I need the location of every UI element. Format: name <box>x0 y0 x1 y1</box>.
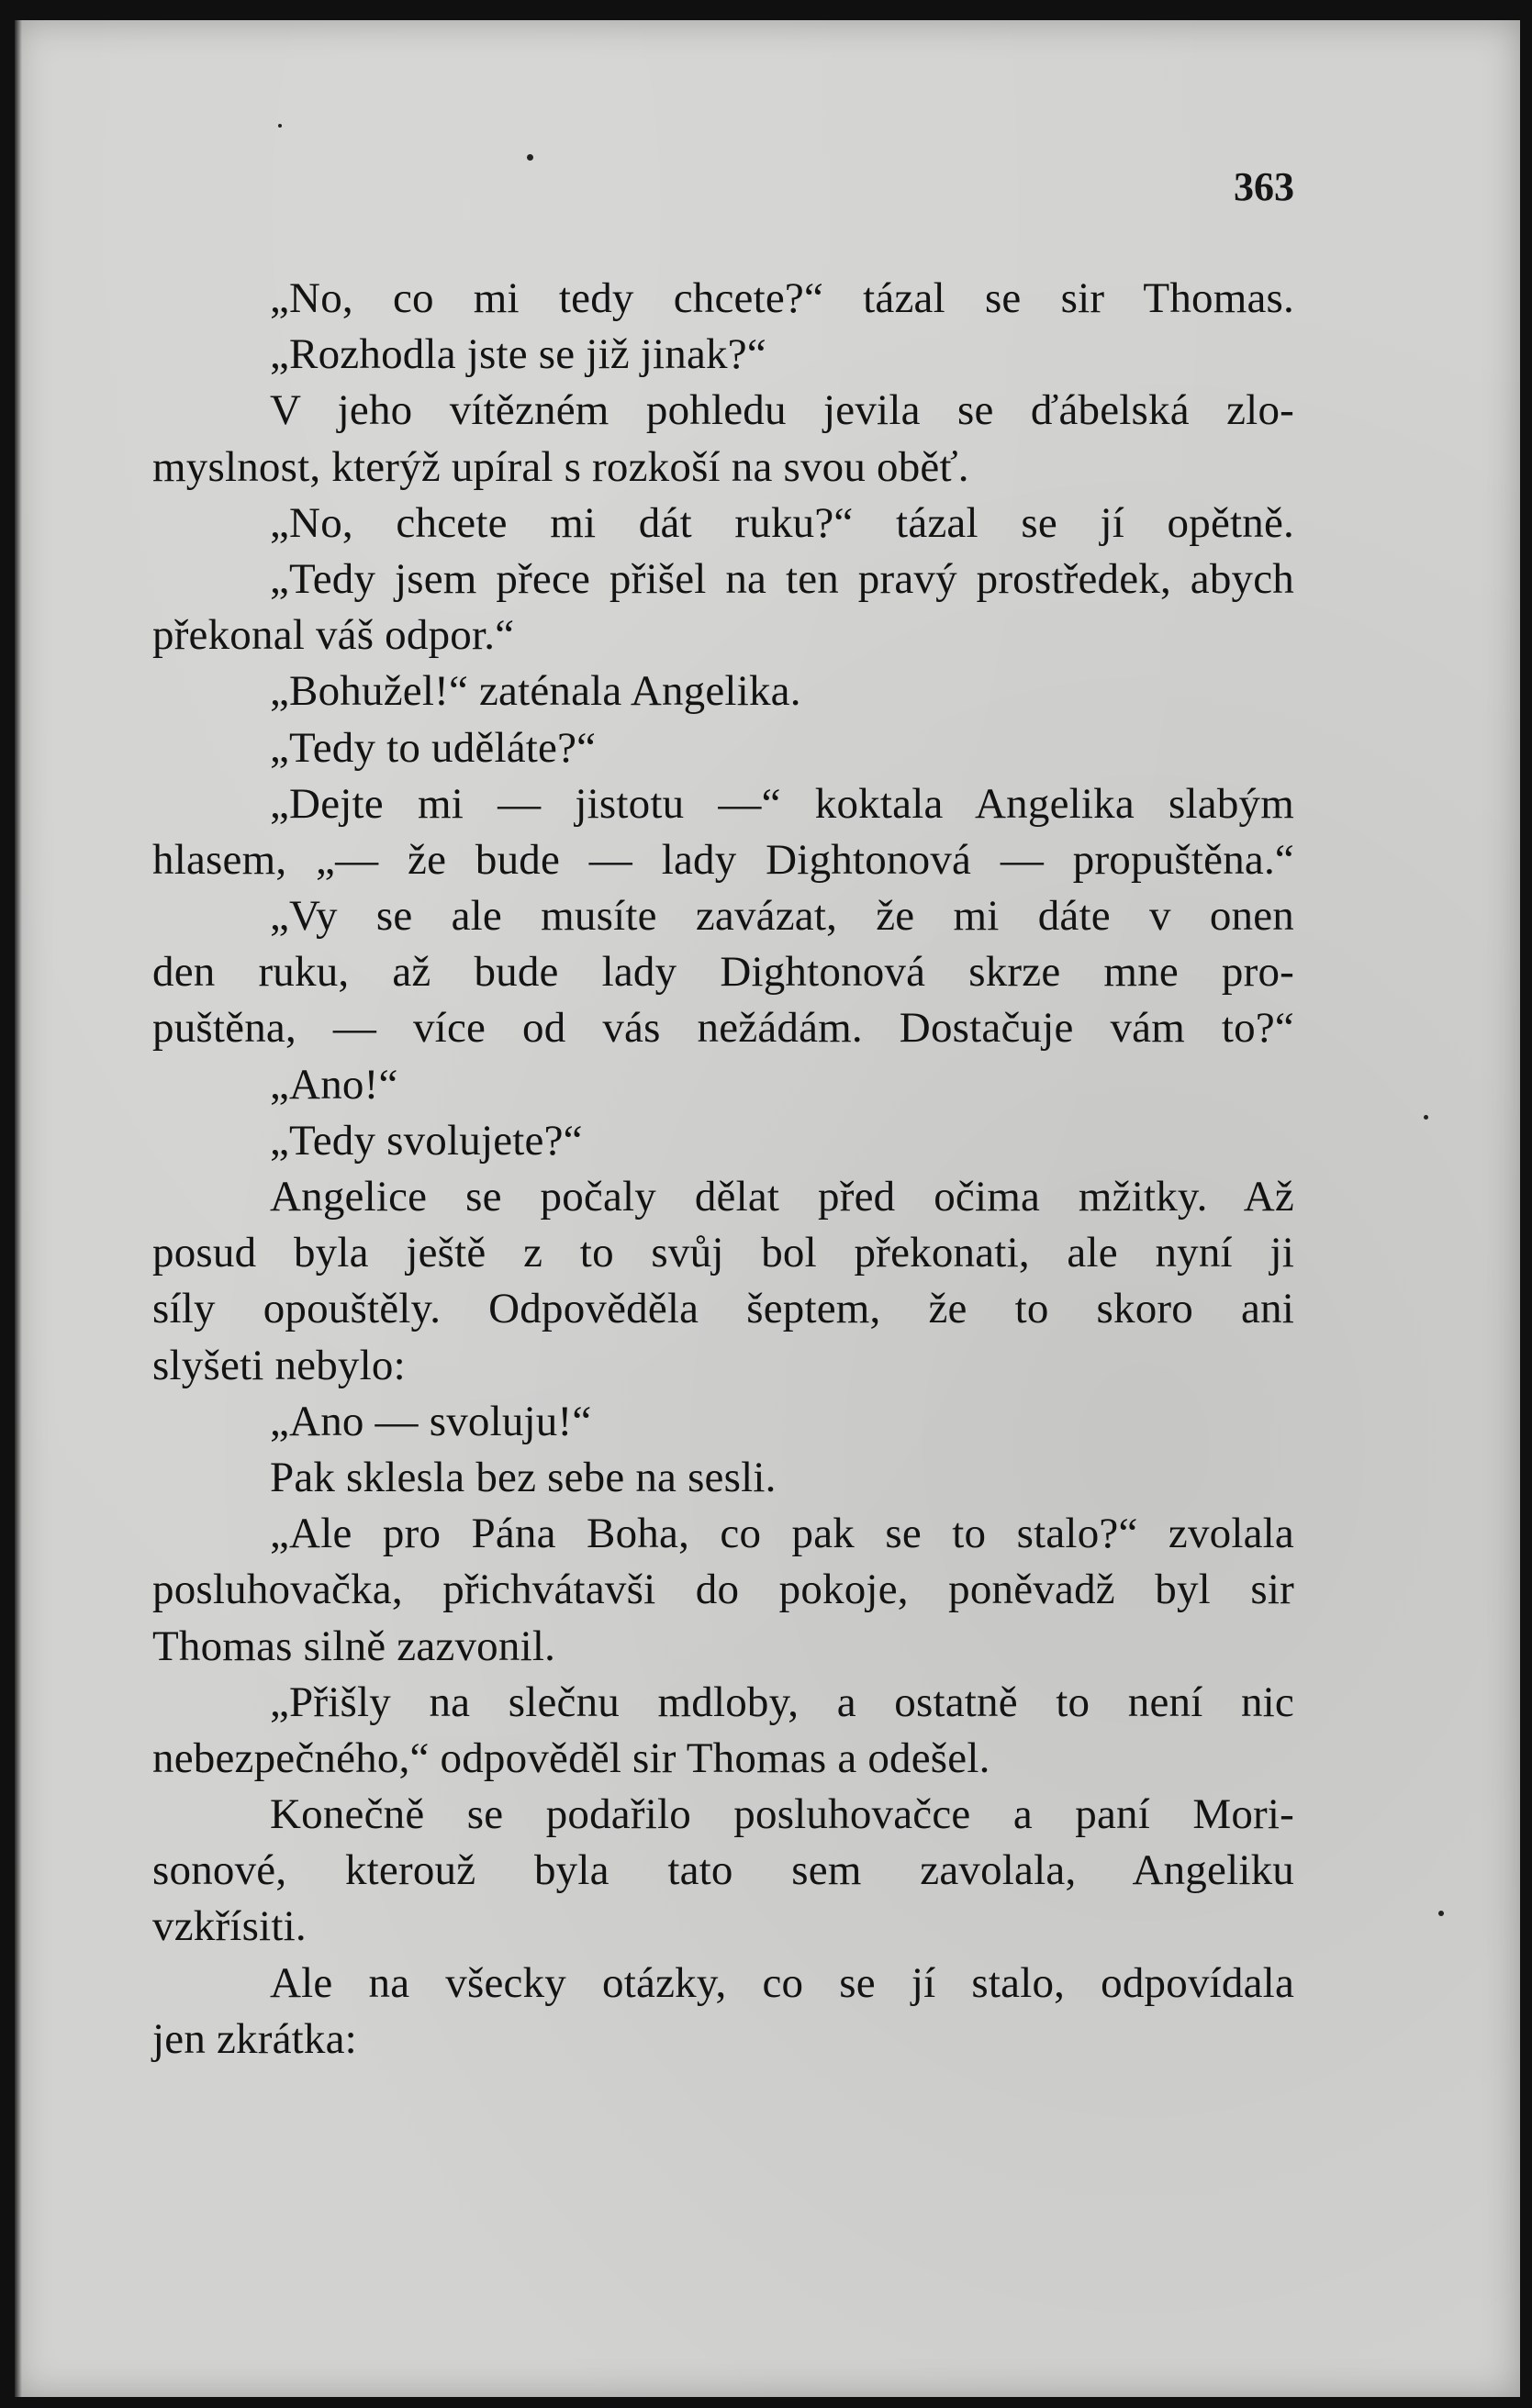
text-line: den ruku, až bude lady Dightonová skrze mne pro- <box>152 948 1294 997</box>
text-line: „Přišly na slečnu mdloby, a ostatně to není nic <box>270 1678 1294 1726</box>
text-line: „Rozhodla jste se již jinak?“ <box>270 330 766 379</box>
page-number: 363 <box>1234 164 1294 209</box>
dust-speck <box>527 154 533 161</box>
dust-speck <box>278 124 282 128</box>
text-line: „Tedy svolujete?“ <box>270 1116 583 1165</box>
text-line: „Dejte mi — jistotu —“ koktala Angelika slabým <box>270 779 1294 828</box>
text-line: posluhovačka, přichvátavši do pokoje, poněvadž byl sir <box>152 1566 1294 1614</box>
text-line: sonové, kterouž byla tato sem zavolala, Angeliku <box>152 1846 1294 1895</box>
dust-speck <box>1438 1911 1444 1916</box>
text-line: „Bohužel!“ zaténala Angelika. <box>270 667 801 716</box>
dust-speck <box>1424 1115 1428 1120</box>
text-line: nebezpečného,“ odpověděl sir Thomas a odešel. <box>152 1734 990 1782</box>
text-line: jen zkrátka: <box>152 2014 357 2063</box>
text-line: „Vy se ale musíte zavázat, že mi dáte v onen <box>270 892 1294 941</box>
text-line: Konečně se podařilo posluhovačce a paní Mori- <box>270 1790 1294 1839</box>
text-line: V jeho vítězném pohledu jevila se ďábelská zlo- <box>270 386 1294 435</box>
page-text <box>152 271 1294 2068</box>
text-line: Thomas silně zazvonil. <box>152 1622 556 1670</box>
text-line: posud byla ještě z to svůj bol překonati, ale nyní ji <box>152 1229 1294 1277</box>
text-line: síly opouštěly. Odpověděla šeptem, že to skoro ani <box>152 1285 1294 1333</box>
text-line: překonal váš odpor.“ <box>152 611 515 660</box>
text-line: myslnost, kterýž upíral s rozkoší na svou oběť. <box>152 442 969 491</box>
text-line: Ale na všecky otázky, co se jí stalo, odpovídala <box>270 1958 1294 2007</box>
text-line: Angelice se počaly dělat před očima mžitky. Až <box>270 1173 1294 1221</box>
text-line: „Ano — svoluju!“ <box>270 1397 592 1445</box>
text-line: „Ale pro Pána Boha, co pak se to stalo?“ zvolala <box>270 1510 1294 1558</box>
text-line: „No, co mi tedy chcete?“ tázal se sir Thomas. <box>270 274 1294 322</box>
text-line: Pak sklesla bez sebe na sesli. <box>270 1453 777 1501</box>
text-line: hlasem, „— že bude — lady Dightonová — propuštěna.“ <box>152 835 1294 884</box>
text-line: „Ano!“ <box>270 1060 398 1109</box>
text-line: puštěna, — více od vás nežádám. Dostačuje vám to?“ <box>152 1004 1294 1053</box>
page-edge-shadow <box>15 20 22 2397</box>
text-line: „Tedy jsem přece přišel na ten pravý prostředek, abych <box>270 554 1294 603</box>
text-line: vzkřísiti. <box>152 1902 307 1951</box>
text-line: „Tedy to uděláte?“ <box>270 723 597 772</box>
text-line: slyšeti nebylo: <box>152 1341 406 1389</box>
text-line: „No, chcete mi dát ruku?“ tázal se jí opětně. <box>270 498 1294 547</box>
